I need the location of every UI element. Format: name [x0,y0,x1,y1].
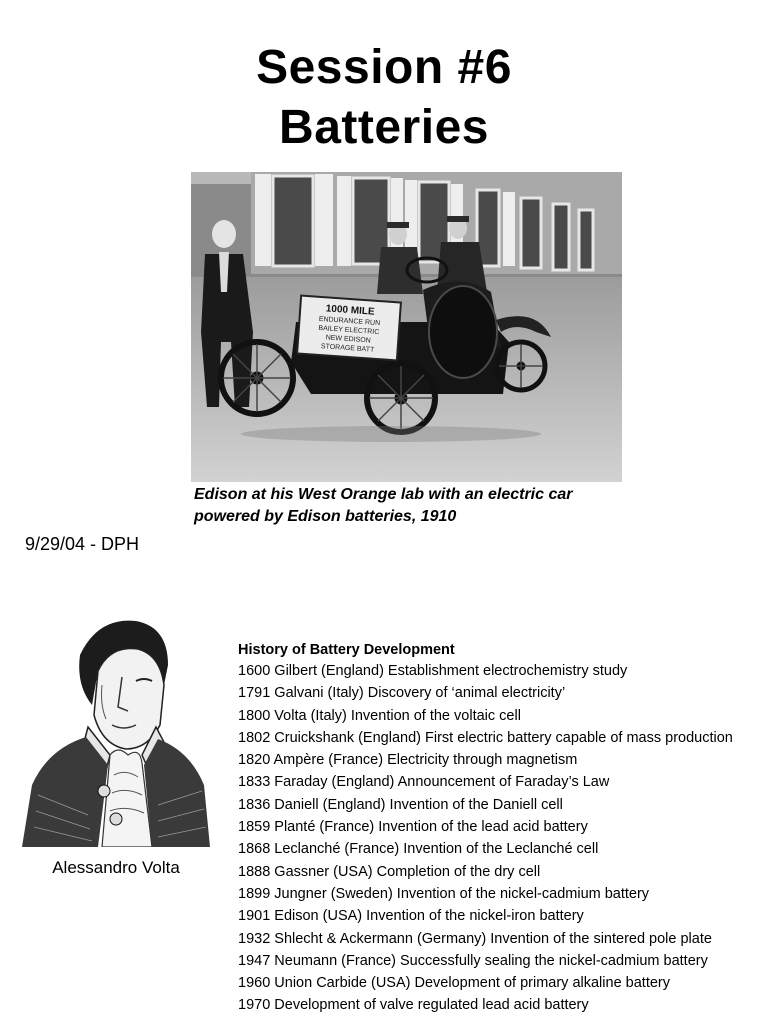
date-author: 9/29/04 - DPH [25,534,140,554]
history-item: 1901 Edison (USA) Invention of the nickel-iron battery [238,908,584,925]
sign-text-line4: NEW EDISON [325,334,371,345]
portrait-caption: Alessandro Volta [52,858,180,877]
history-item: 1600 Gilbert (England) Establishment electrochemistry study [238,663,628,679]
history-heading: History of Battery Development [238,642,455,658]
history-item: 1836 Daniell (England) Invention of the Daniell cell [238,796,563,813]
sign-text-line1: 1000 MILE [325,303,376,318]
battery-history [238,640,768,1017]
history-item: 1820 Ampère (France) Electricity through magnetism [238,752,578,769]
history-item: 1791 Galvani (Italy) Discovery of ‘animal electricity’ [238,685,566,702]
history-item: 1947 Neumann (France) Successfully sealing the nickel-cadmium battery [238,952,708,969]
caption-line-1: Edison at his West Orange lab with an electric car [194,486,573,503]
photo-caption [194,484,634,528]
history-item: 1899 Jungner (Sweden) Invention of the nickel-cadmium battery [238,885,650,902]
history-item: 1970 Development of valve regulated lead acid battery [238,997,589,1014]
volta-portrait [18,615,214,847]
history-item: 1859 Planté (France) Invention of the lead acid battery [238,819,588,836]
history-item: 1802 Cruickshank (England) First electric battery capable of mass production [238,729,733,746]
page-title [0,38,768,158]
history-item: 1960 Union Carbide (USA) Development of primary alkaline battery [238,975,670,992]
sign-text-line5: STORAGE BATT [320,343,375,354]
sign-text-line2: ENDURANCE RUN [318,315,381,328]
history-item: 1888 Gassner (USA) Completion of the dry cell [238,863,541,880]
history-item: 1833 Faraday (England) Announcement of Faraday’s Law [238,774,610,791]
history-item: 1800 Volta (Italy) Invention of the voltaic cell [238,707,521,724]
sign-text-line3: BAILEY ELECTRIC [318,324,380,337]
history-list [238,660,768,1017]
title-line-batteries: Batteries [279,101,489,154]
caption-line-2: powered by Edison batteries, 1910 [194,508,457,525]
edison-car-photo [191,172,622,482]
title-line-session: Session #6 [256,41,512,94]
history-item: 1868 Leclanché (France) Invention of the Leclanché cell [238,841,599,858]
history-item: 1932 Shlecht & Ackermann (Germany) Invention of the sintered pole plate [238,930,712,947]
